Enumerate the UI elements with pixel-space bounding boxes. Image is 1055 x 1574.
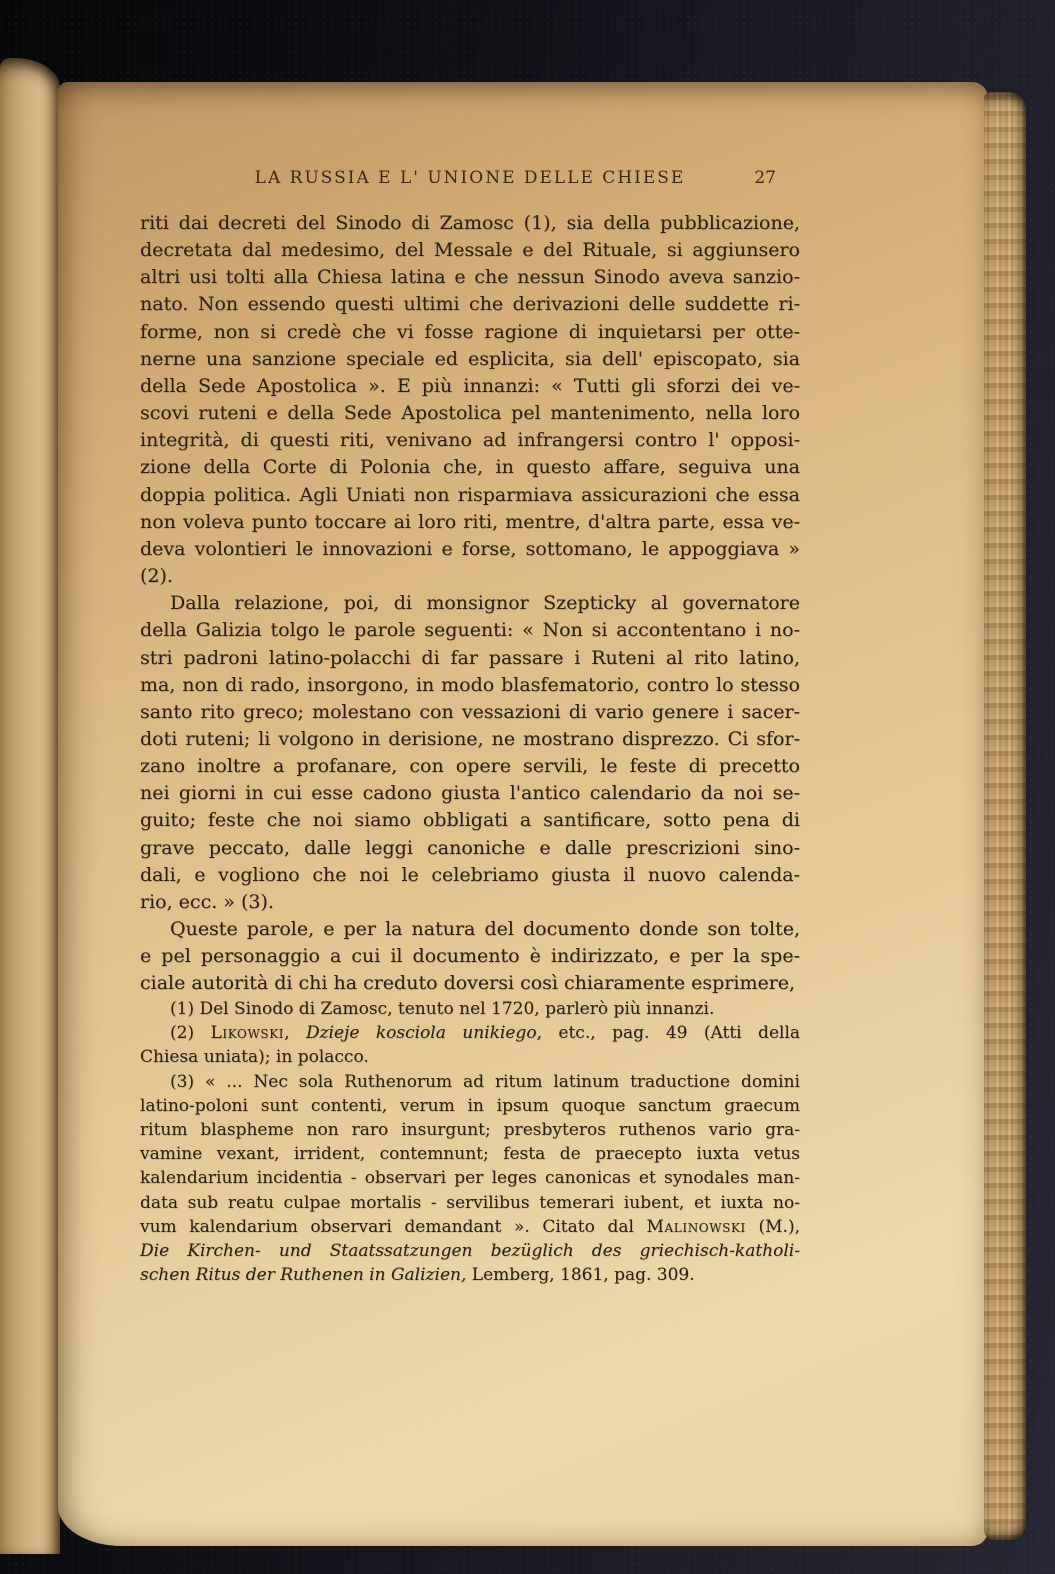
text-line: doppia politica. Agli Uniati non risparmiava assicurazioni che essa (140, 483, 800, 506)
text-line: stri padroni latino-polacchi di far passare i Ruteni al rito latino, (140, 646, 800, 669)
plain-text: Lemberg, 1861, pag. 309. (466, 1265, 695, 1286)
text-line: deva volontieri le innovazioni e forse, sottomano, le appoggiava » (2). (140, 537, 800, 588)
text-line (140, 1263, 800, 1287)
text-line: dali, e vogliono che noi le celebriamo giusta il nuovo calenda- (140, 863, 800, 886)
plain-text: kalendarium incidentia - observari per leges canonicas et synodales man- (140, 1168, 800, 1189)
footnotes (140, 997, 800, 1287)
plain-text: vum kalendarium observari demandant ». Citato dal (140, 1216, 647, 1237)
text-line: della Galizia tolgo le parole seguenti: « Non si accontentano i no- (140, 619, 800, 642)
text-line: della Sede Apostolica ». E più innanzi: « Tutti gli sforzi dei ve- (140, 374, 800, 397)
text-line (140, 1191, 800, 1215)
text-line (140, 1166, 800, 1190)
text-line (140, 1215, 800, 1239)
text-line: e pel personaggio a cui il documento è indirizzato, e per la spe- (140, 945, 800, 968)
italic-text: Dzieje kosciola unikiego (305, 1023, 537, 1044)
text-line: decretata dal medesimo, del Messale e del Rituale, si aggiunsero (140, 239, 800, 262)
text-line (140, 1142, 800, 1166)
page-body (140, 210, 800, 998)
plain-text: , (284, 1023, 306, 1044)
text-line: Queste parole, e per la natura del documento donde son tolte, (170, 918, 800, 941)
text-line: scovi ruteni e della Sede Apostolica pel mantenimento, nella loro (140, 402, 800, 425)
italic-text: Die Kirchen- und Staatssatzungen bezüglich des griechisch-katholi- (140, 1241, 800, 1262)
text-line: grave peccato, dalle leggi canoniche e dalle prescrizioni sino- (140, 836, 800, 859)
plain-text: (3) « ... Nec sola Ruthenorum ad ritum latinum traductione domini (170, 1071, 800, 1092)
italic-text: schen Ritus der Ruthenen in Galizien, (140, 1265, 467, 1286)
running-header-title: LA RUSSIA E L' UNIONE DELLE CHIESE (254, 168, 686, 188)
text-line: riti dai decreti del Sinodo di Zamosc (1), sia della pubblicazione, (140, 212, 800, 234)
text-line: zione della Corte di Polonia che, in questo affare, seguiva una (140, 456, 800, 479)
plain-text: , etc., pag. 49 (Atti della (536, 1023, 801, 1044)
text-line (140, 1070, 800, 1094)
text-line: santo rito greco; molestano con vessazioni di vario genere i sacer- (140, 700, 800, 723)
text-line: altri usi tolti alla Chiesa latina e che nessun Sinodo aveva sanzio- (140, 266, 800, 289)
text-line: nei giorni in cui esse cadono giusta l'antico calendario da noi se- (140, 782, 800, 805)
text-line (140, 1021, 800, 1045)
text-line: guito; feste che noi siamo obbligati a santificare, sotto pena di (140, 809, 800, 832)
plain-text: latino-poloni sunt contenti, verum in ipsum quoque sanctum graecum (140, 1095, 800, 1116)
text-line: integrità, di questi riti, venivano ad infrangersi contro l' opposi- (140, 429, 800, 452)
text-line: nerne una sanzione speciale ed esplicita, sia dell' episcopato, sia (140, 347, 800, 370)
text-line (140, 1118, 800, 1142)
plain-text: (2) (170, 1023, 211, 1044)
smallcaps-name: Likowski (210, 1023, 285, 1044)
text-line (140, 1045, 800, 1069)
plain-text: (1) Del Sinodo di Zamosc, tenuto nel 1720, parlerò più innanzi. (170, 999, 715, 1019)
text-line: nato. Non essendo questi ultimi che derivazioni delle suddette ri- (140, 293, 800, 316)
plain-text: data sub reatu culpae mortalis - servilibus temerari iubent, et iuxta no- (140, 1192, 800, 1213)
text-line (140, 1094, 800, 1118)
text-line (140, 1239, 800, 1263)
text-line: ma, non di rado, insorgono, in modo blasfematorio, contro lo stesso (140, 673, 800, 696)
text-line: non voleva punto toccare ai loro riti, mentre, d'altra parte, essa ve- (140, 510, 800, 533)
text-line: Dalla relazione, poi, di monsignor Szepticky al governatore (170, 592, 800, 615)
text-line: doti ruteni; li volgono in derisione, ne mostrano disprezzo. Ci sfor- (140, 727, 800, 750)
text-line: forme, non si credè che vi fosse ragione di inquietarsi per otte- (140, 320, 800, 343)
plain-text: ritum blaspheme non raro insurgunt; presbyteros ruthenos vario gra- (140, 1120, 800, 1141)
smallcaps-name: Malinowski (646, 1216, 746, 1237)
running-header-row (140, 168, 800, 192)
text-line (140, 997, 800, 1021)
page-number: 27 (754, 168, 776, 188)
plain-text: vamine vexant, irrident, contemnunt; festa de praecepto iuxta vetus (140, 1144, 800, 1165)
book-page (58, 82, 988, 1546)
text-line: zano inoltre a profanare, con opere servili, le feste di precetto (140, 755, 800, 778)
text-line: rio, ecc. » (3). (140, 890, 274, 913)
plain-text: Chiesa uniata); in polacco. (140, 1047, 369, 1068)
page-edges (984, 92, 1026, 1540)
text-line: ciale autorità di chi ha creduto doversi così chiaramente esprimere, (140, 972, 796, 995)
facing-page-edge (0, 58, 60, 1554)
plain-text: (M.), (745, 1216, 800, 1237)
